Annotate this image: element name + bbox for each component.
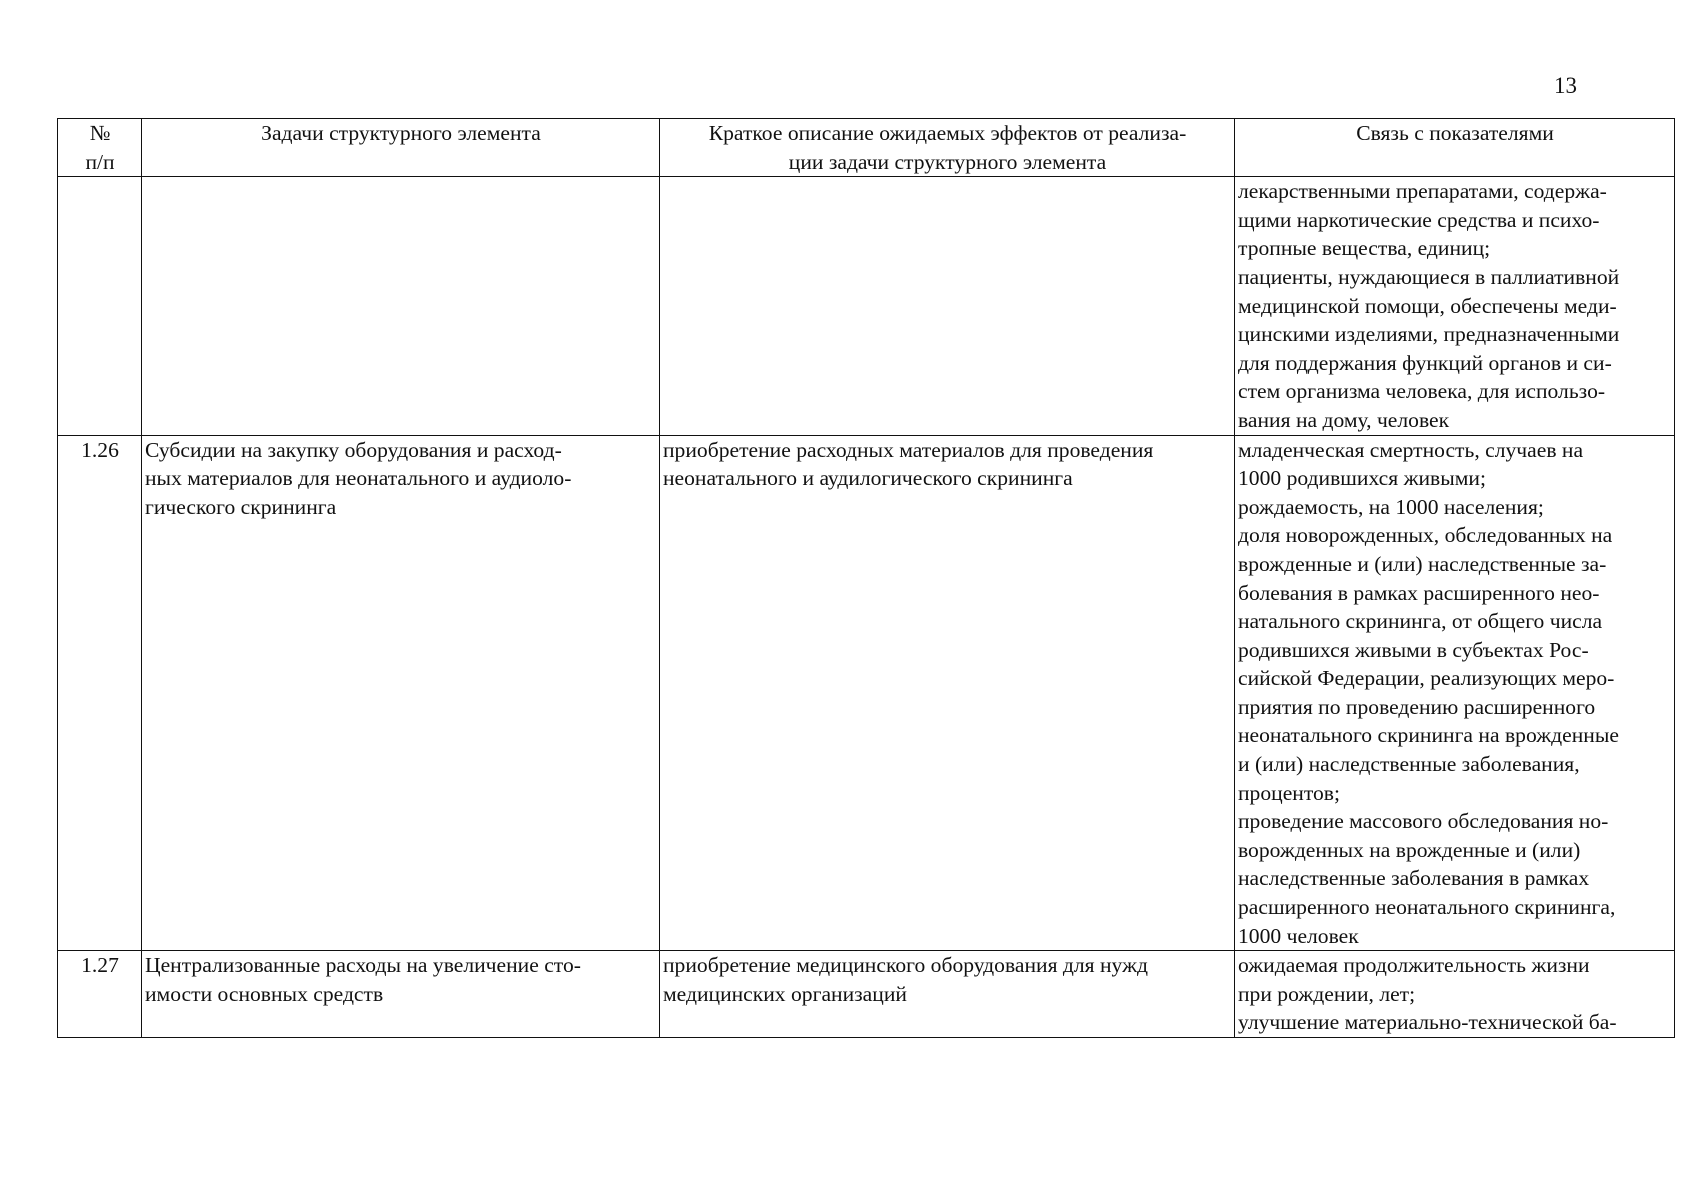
page-number: 13 — [1554, 73, 1577, 98]
structural-element-table — [57, 118, 1675, 1038]
task-line: Централизованные расходы на увеличение сто- — [145, 953, 581, 978]
table-row — [58, 435, 1675, 951]
header-tasks — [142, 119, 660, 177]
indicator-line: неонатального скрининга на врожденные — [1238, 723, 1619, 748]
table-header-row — [58, 119, 1675, 177]
indicator-line: родившихся живыми в субъектах Рос- — [1238, 637, 1589, 662]
row-effect — [660, 435, 1235, 951]
indicator-line: натального скрининга, от общего числа — [1238, 609, 1603, 634]
indicator-line: ворожденных на врожденные и (или) — [1238, 837, 1581, 862]
task-line: гического скрининга — [145, 494, 337, 519]
row-task — [142, 435, 660, 951]
table-row — [58, 951, 1675, 1038]
effect-line: медицинских организаций — [663, 981, 907, 1006]
indicator-line: вания на дому, человек — [1238, 407, 1450, 432]
row-task — [142, 951, 660, 1038]
effect-line: приобретение расходных материалов для проведения — [663, 437, 1154, 462]
indicator-line: стем организма человека, для использо- — [1238, 379, 1606, 404]
indicator-line: ожидаемая продолжительность жизни — [1238, 953, 1590, 978]
row-indicators — [1235, 951, 1675, 1038]
indicator-line: 1000 родившихся живыми; — [1238, 466, 1486, 491]
indicator-line: 1000 человек — [1238, 923, 1359, 948]
effect-line: неонатального и аудилогического скрининга — [663, 466, 1073, 491]
row-indicators — [1235, 435, 1675, 951]
header-number-line: № — [89, 121, 111, 145]
indicator-line: пациенты, нуждающиеся в паллиативной — [1238, 264, 1620, 289]
indicator-line: младенческая смертность, случаев на — [1238, 437, 1584, 462]
header-number-line: п/п — [85, 149, 115, 174]
indicator-line: для поддержания функций органов и си- — [1238, 350, 1612, 375]
header-tasks-line: Задачи структурного элемента — [261, 121, 541, 145]
row-number: 1.26 — [58, 435, 142, 951]
task-line: Субсидии на закупку оборудования и расход- — [145, 437, 562, 462]
header-effects-line: ции задачи структурного элемента — [788, 149, 1107, 174]
header-effects-line: Краткое описание ожидаемых эффектов от реализа- — [708, 121, 1187, 145]
header-effects — [660, 119, 1235, 177]
table-row — [58, 177, 1675, 435]
task-line: ных материалов для неонатального и аудиоло- — [145, 466, 572, 491]
indicator-line: улучшение материально-технической ба- — [1238, 1010, 1617, 1035]
row-effect — [660, 177, 1235, 435]
effect-line: приобретение медицинского оборудования для нужд — [663, 953, 1148, 978]
indicator-line: тропные вещества, единиц; — [1238, 236, 1491, 261]
header-indicators-line: Связь с показателями — [1356, 121, 1554, 145]
header-indicators — [1235, 119, 1675, 177]
indicator-line: врожденные и (или) наследственные за- — [1238, 551, 1607, 576]
indicator-line: проведение массового обследования но- — [1238, 809, 1609, 834]
indicator-line: и (или) наследственные заболевания, — [1238, 752, 1580, 777]
row-number — [58, 177, 142, 435]
indicator-line: щими наркотические средства и психо- — [1238, 207, 1600, 232]
indicator-line: наследственные заболевания в рамках — [1238, 866, 1590, 891]
task-line: имости основных средств — [145, 981, 384, 1006]
indicator-line: медицинской помощи, обеспечены меди- — [1238, 293, 1617, 318]
indicator-line: болевания в рамках расширенного нео- — [1238, 580, 1600, 605]
indicator-line: цинскими изделиями, предназначенными — [1238, 322, 1620, 347]
indicator-line: лекарственными препаратами, содержа- — [1238, 179, 1607, 204]
indicator-line: процентов; — [1238, 780, 1340, 805]
indicator-line: расширенного неонатального скрининга, — [1238, 895, 1616, 920]
indicator-line: приятия по проведению расширенного — [1238, 694, 1596, 719]
indicator-line: при рождении, лет; — [1238, 981, 1416, 1006]
row-task — [142, 177, 660, 435]
header-number — [58, 119, 142, 177]
indicator-line: доля новорожденных, обследованных на — [1238, 523, 1613, 548]
indicator-line: рождаемость, на 1000 населения; — [1238, 494, 1544, 519]
row-effect — [660, 951, 1235, 1038]
row-number: 1.27 — [58, 951, 142, 1038]
indicator-line: сийской Федерации, реализующих меро- — [1238, 666, 1615, 691]
row-indicators — [1235, 177, 1675, 435]
